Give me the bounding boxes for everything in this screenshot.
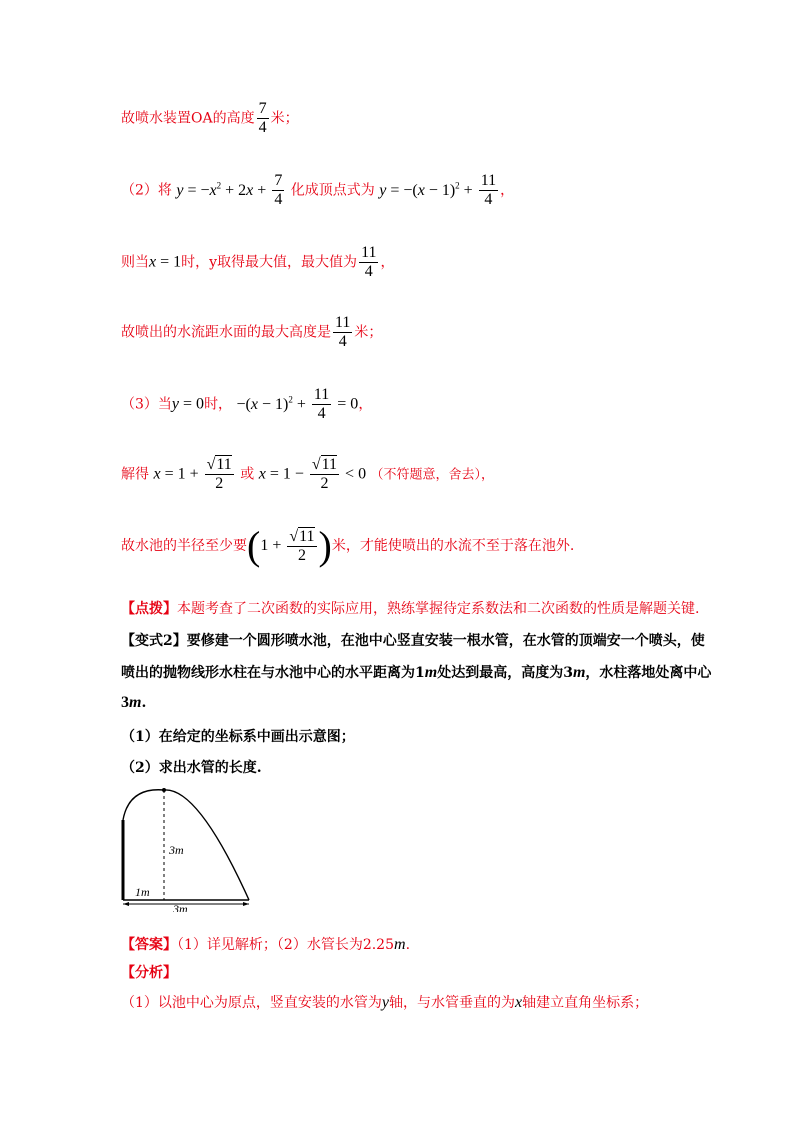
- max-value-line: 则当x = 1时，y取得最大值，最大值为 $\frac{11}{4}$ ，: [121, 244, 395, 280]
- solution-line: 解得 x = 1 + $\frac{√11}{2}$ 或 x = 1 − $\frac{√11}{2}$ < 0 （不符题意，舍去），: [121, 456, 495, 492]
- variant-problem-line2: 喷出的抛物线形水柱在与水池中心的水平距离为1m处达到最高，高度为3m，水柱落地处离中心: [121, 664, 712, 681]
- label-3m-vertical: 3m: [169, 843, 184, 857]
- answer-line: 【答案】（1）详见解析；（2）水管长为2.25m.: [121, 936, 411, 953]
- variant-problem-line3: 3m.: [121, 694, 147, 711]
- max-height-conclusion: 故喷出的水流距水面的最大高度是 $\frac{11}{4}$ 米；: [121, 314, 383, 350]
- equation-standard: $y = -x^2 + 2x$ +: [176, 180, 271, 199]
- question-2: （2）求出水管的长度.: [121, 760, 262, 776]
- fountain-diagram: [116, 782, 256, 912]
- radius-conclusion: 故水池的半径至少要(1 + $\frac{√11}{2}$ )米，才能使喷出的水流不至于落在池外.: [121, 523, 575, 568]
- zero-case-line: （3）当y = 0时， $-(x - 1)^2$ + $\frac{11}{4}$ = 0，: [121, 386, 373, 422]
- equation-vertex: $y = -(x - 1)^2$ +: [379, 180, 477, 199]
- analysis-heading: 【分析】: [121, 965, 177, 981]
- label-3m-bottom: 3m: [173, 902, 188, 912]
- water-parabola: [123, 790, 249, 900]
- vertex-form-line: （2）将 $y = -x^2 + 2x$ + $\frac{7}{4}$ 化成顶点式为 $y = -(x - 1)^2$ + $\frac{11}{4}$ ，: [121, 172, 515, 208]
- height-conclusion: 故喷水装置OA的高度 $\frac{7}{4}$ 米；: [121, 100, 299, 136]
- variant-problem-line1: 【变式2】要修建一个圆形喷水池，在池中心竖直安装一根水管，在水管的顶端安一个喷头，使: [121, 633, 705, 649]
- tip-paragraph: 【点拨】本题考查了二次函数的实际应用，熟练掌握待定系数法和二次函数的性质是解题关键.: [121, 601, 700, 617]
- analysis-line-1: （1）以池中心为原点，竖直安装的水管为y轴，与水管垂直的为x轴建立直角坐标系；: [121, 994, 649, 1011]
- vertex-point: [162, 788, 166, 792]
- question-1: （1）在给定的坐标系中画出示意图；: [121, 729, 355, 745]
- fraction-7-4: $\frac{7}{4}$: [258, 100, 267, 136]
- label-1m: 1m: [135, 885, 150, 899]
